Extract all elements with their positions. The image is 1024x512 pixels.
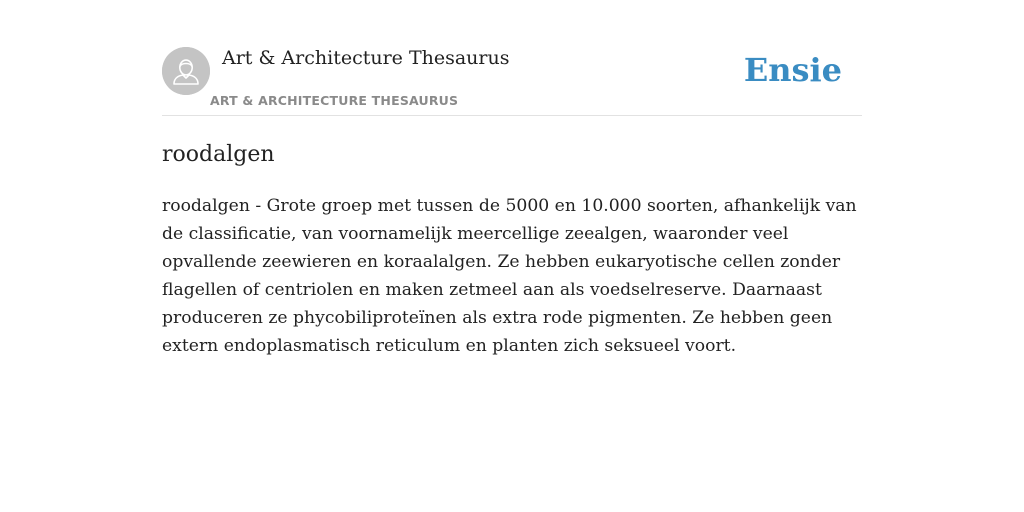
entry-term: roodalgen [162, 142, 275, 167]
source-header [162, 0, 862, 116]
source-subtitle[interactable]: ART & ARCHITECTURE THESAURUS [210, 93, 459, 108]
source-title[interactable]: Art & Architecture Thesaurus [222, 47, 510, 69]
source-avatar[interactable] [162, 47, 210, 95]
entry-definition: roodalgen - Grote groep met tussen de 5000 en 10.000 soorten, afhankelijk van de classificatie, van voornamelijk meercellige zeealgen, waaronder veel opvallende zeewieren en koraalalgen. Ze hebben eukaryotische cellen zonder flagellen of centriolen en maken zetmeel aan als voedselreserve. Daarnaast produceren ze phycobiliproteïnen als extra rode pigmenten. Ze hebben geen extern endoplasmatisch reticulum en planten zich seksueel voort. [162, 196, 857, 356]
entry-page [162, 0, 862, 356]
ensie-logo[interactable]: Ensie [743, 51, 842, 89]
user-icon [162, 47, 210, 95]
